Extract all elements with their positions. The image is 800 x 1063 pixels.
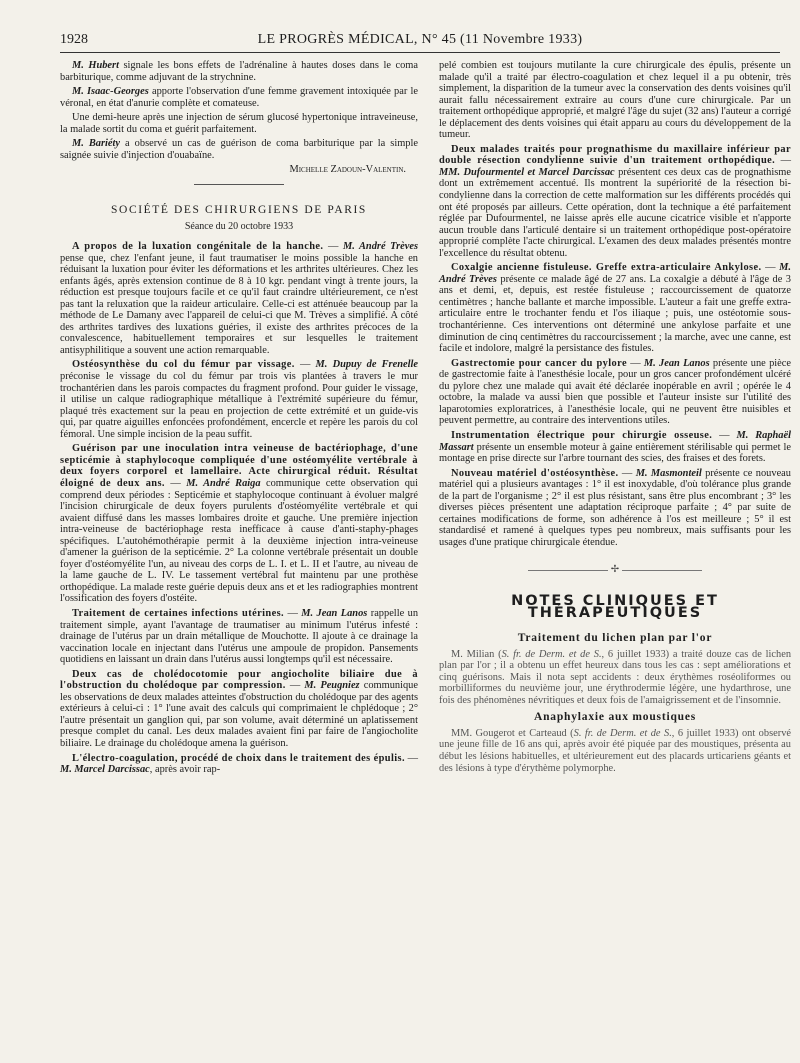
article-paragraph — [439, 144, 791, 259]
dash: — — [294, 359, 316, 371]
author-name: M. André Trèves — [439, 262, 791, 285]
note-subtitle: Anaphylaxie aux moustiques — [533, 711, 697, 724]
note-text-part: , 6 juillet 1933) a traité douze cas de lichen plan par l'or ; il a obtenu un effet heureux dans tous les cas : sept améliorations et cinq guérisons. Mais il nota sept accidents : deux érythèmes roséoliformes ou morbilliformes du neuvième jour, une érythrodermie légère, une hydarthrose, une fois des phénomènes névritiques et deux fois de l'amaigrissement et de l'insomnie. — [439, 648, 792, 706]
article-continuation: pelé combien est toujours mutilante la cure chirurgicale des épulis, présente un malade qu'il a traité par électro-coagulation et chez lequel il a pu obtenir, très simplement, la disparition de la tumeur avec la conservation des dents voisines qu'il aurait fallu nécessairement extraire au cours d'une cure chirurgicale. Par un traitement orthopédique approprié, et malgré l'âge du sujet (32 ans) l'auteur a corrigé le déplacement des dents voisines qui était apparu au cours du développement de la tumeur. — [439, 60, 791, 141]
article-title: Nouveau matériel d'ostéosynthèse. — [451, 467, 619, 479]
article-paragraph — [439, 262, 791, 354]
paragraph-text: apporte l'observation d'une femme gravement intoxiquée par le véronal, en état d'anurie complète et comateuse. — [60, 86, 418, 109]
page-header — [60, 30, 780, 53]
right-column — [439, 60, 791, 777]
author-name: M. Jean Lanos — [643, 357, 710, 369]
author-name: M. Raphaël Massart — [439, 429, 791, 453]
article-title: Gastrectomie pour cancer du pylore — [451, 357, 627, 369]
article-text: rappelle un traitement simple, ayant l'avantage de traumatiser au minimum l'utérus infesté : drainage de l'utérus par un drain métallique de Mouchotte. Il ajoute à ce drainage la vaccination locale en injectant dans l'utérus une ampoule de propidon. Pansements quotidiens en laissant un drain dans l'utérus aussi longtemps qu'il est nécessaire. — [60, 607, 419, 666]
article-title: Traitement de certaines infections utérines. — [72, 607, 285, 619]
paragraph — [60, 86, 418, 109]
article-paragraph — [60, 753, 418, 776]
dash: — — [626, 357, 644, 369]
notes-heading: NOTES CLINIQUES ET THÉRAPEUTIQUES — [511, 592, 719, 621]
dash: — — [164, 477, 187, 489]
article-text: communique les observations de deux malades atteintes d'obstruction du cholédoque par des agents extérieurs à celui-ci : 1° l'une avait des calculs qui comprimaient le chplédoque ; 2° l'autre présentait un ganglion qui, par son volume, avait déterminé un aplatissement presque complet du canal. Les deux malades avaient fini par faire de l'angiocholite biliaire. Le drainage du cholédoque amena la guérison. — [60, 680, 418, 749]
article-title: Coxalgie ancienne fistuleuse. Greffe extra-articulaire Ankylose. — [451, 262, 762, 274]
citation: S. fr. de Derm. et de S. — [501, 648, 602, 660]
article-text: présente ce nouveau matériel qui a plusieurs avantages : 1° il est inoxydable, d'où tolérance plus grande de la part de l'organisme ; 2° il est plus résistant, sans être plus encombrant ; 3° les diverses pièces présentent une adaptation réciproque parfaite ; 4° par suite de certaines modifications de forme, son adhérence à l'os est meilleure ; 5° il est standardisé et ramené à quelques types peu nombreux, mais suffisants pour les usages d'une pratique chirurgicale étendue. — [439, 467, 791, 548]
article-title: Guérison par une inoculation intra veineuse de bactériophage, d'une septicémie à staphylocoque compliquée d'une ostéomyélite vertébrale à deux foyers corporel et lamellaire. Acte chirurgical réduit. Résultat éloigné de deux ans. — [60, 443, 418, 489]
journal-title: LE PROGRÈS MÉDICAL, N° 45 (11 Novembre 1933) — [257, 32, 583, 47]
note-text-part: MM. Gougerot et Carteaud ( — [451, 727, 574, 739]
note-subtitle: Traitement du lichen plan par l'or — [517, 632, 713, 645]
dash: — — [712, 429, 737, 441]
article-text: présentent ces deux cas de prognathisme dont un extrêmement accentué. Ils montrent la supériorité de la résection bi-condylienne dans la correction de cette malformation sur les différents procédés qui ont été proposés par ailleurs. Cette opération, dont la technique a été parfaitement réglée par Dufourmentel, ne laisse après elle aucune cicatrice visible et n'apporte aucun trouble dans l'articulé dentaire si un traitement orthopédique post-opératoire approprié complète l'acte chirurgical. L'examen des deux malades présentés montre l'excellence du résultat obtenu. — [439, 166, 792, 259]
article-paragraph — [60, 241, 418, 356]
note-text — [439, 728, 791, 774]
dash: — — [775, 155, 791, 167]
article-title: Ostéosynthèse du col du fémur par vissage. — [72, 359, 295, 371]
article-paragraph — [439, 358, 791, 427]
article-title: Deux malades traités pour prognathisme du maxillaire inférieur par double résection condylienne suivie d'un traitement orthopédique. — [439, 143, 791, 167]
article-text: préconise le vissage du col du fémur par trois vis plantées à travers le mur trochantérien dans les parois compactes du fragment profond. Pour guider le vissage, il utilise un calque radiographique métallique à l'extrémité supérieure du fémur, plaqué très exactement sur la peau en projection de cette extrémité et un guide-vis qui, par quatre aiguilles enfoncées profondément, encercle et repère les parois du col fémoral. Une simple incision de la peau suffit. — [60, 371, 418, 440]
article-list — [60, 241, 418, 776]
article-text: présente ce malade âgé de 27 ans. La coxalgie a débuté à l'âge de 3 ans et demi, et, depuis, est restée fistuleuse ; raccourcissement de quatorze centimètres ; hanche ballante et marche impossible. L'auteur a fait une greffe extra-articulaire entre le trochanter fendu et l'os iliaque ; puis, une ostéotomie sous-trochantérienne. Ces interventions ont déterminé une ankylose parfaite et une diminution de cinq centimètres du raccourcissement ; la marche, avec une canne, est facile et indolore, malgré la persistance des fistules. — [439, 273, 791, 355]
paragraph-text: a observé un cas de guérison de coma barbiturique par la simple saignée suivie d'injection d'ouabaïne. — [60, 138, 418, 161]
author-name: M. André Raiga — [186, 477, 261, 489]
author-name: M. Isaac-Georges — [72, 86, 149, 98]
left-column — [60, 60, 418, 779]
note-text-part: M. Milian ( — [451, 648, 502, 660]
author-name: MM. Dufourmentel et Marcel Darcissac — [439, 166, 615, 178]
dash: — — [618, 467, 636, 479]
author-name: M. Peugniez — [304, 680, 360, 692]
author-name: M. Marcel Darcissac — [60, 764, 150, 776]
notes-list — [439, 633, 791, 774]
dash: — — [285, 680, 305, 692]
session-date: Séance du 20 octobre 1933 — [184, 221, 294, 233]
author-name: M. Bariéty — [72, 138, 121, 150]
author-name: M. Hubert — [72, 60, 119, 71]
article-paragraph — [60, 608, 418, 666]
article-paragraph — [60, 443, 418, 605]
paragraph — [60, 60, 418, 83]
author-name: M. Jean Lanos — [301, 607, 368, 619]
paragraph — [60, 138, 418, 161]
author-name: M. Dupuy de Frenelle — [315, 359, 418, 371]
article-list — [439, 144, 791, 549]
citation: S. fr. de Derm. et de S. — [573, 727, 672, 739]
paragraph-text: signale les bons effets de l'adrénaline à hautes doses dans le coma barbiturique, comme adjuvant de la strychnine. — [60, 60, 418, 83]
article-paragraph — [60, 669, 418, 750]
dash: — — [404, 752, 418, 764]
article-title: Deux cas de cholédocotomie pour angiocholite biliaire due à l'obstruction du cholédoque par compression. — [60, 668, 418, 692]
note-text-part: , 6 juillet 1933) ont observé une jeune fille de 16 ans qui, après avoir été piquée par des moustiques, présenta au début les lésions habituelles, et ultérieurement eut des placards urticariens géants et des lésions à type d'érythème polymorphe. — [439, 727, 791, 774]
article-text: communique cette observation qui comprend deux périodes : Septicémie et staphylocoque continuant à évoluer malgré l'incision chirurgicale de deux foyers purulents d'ostéomyélite vertébrale et qui avaient diffusé dans les masses lombaires droite et gauche. Une première injection intra-veineuse de bactériophage resta inefficace à cause d'anti-staphy-phages spécifiques. L'autohémothérapie permit à la deuxième injection intra-veineuse d'amener la guérison de la septicémie. 2° La colonne vertébrale présentait un double foyer d'ostéomyélite l'un, au niveau des corps de L. I. et L. II et l'autre, au niveau de la lame gauche de L. IV. Le tassement vertébral fut maintenu par une prothèse orthopédique. La malade reste guérie depuis deux ans et et les radiographies montrent l'ossification des foyers d'ostéite. — [60, 477, 418, 605]
note-text — [439, 649, 791, 707]
article-title: L'électro-coagulation, procédé de choix dans le traitement des épulis. — [72, 752, 405, 764]
article-text: pense que, chez l'enfant jeune, il faut traumatiser le moins possible la hanche en réduisant la luxation pour éviter les déformations et les arthrites ultérieures. Chez les enfants âgés, après extension continue de 8 à 10 kgr. pendant vingt à trente jours, la réduction est presque toujours facile et ce qu'il faut craindre ultérieurement, ce n'est pas tant la reluxation que la raideur articulaire. Celle-ci est atténuée beaucoup par la méthode de Le Damany avec l'appareil de celui-ci que M. Trèves a simplifié. A côté des arthrites tardives des luxations guéries, il existe des arthrites précoces de la convalescence, habituellement temporaires et sur lesquelles le traitement antisyphilitique a souvent une action remarquable. — [60, 252, 418, 356]
author-name: M. André Trèves — [342, 241, 419, 253]
society-heading: SOCIÉTÉ DES CHIRURGIENS DE PARIS — [111, 203, 367, 216]
article-paragraph — [439, 430, 791, 465]
intro-block — [60, 60, 418, 161]
signature: Michelle Zadoun-Valentin. — [289, 164, 406, 176]
article-text: présente une pièce de gastrectomie faite à l'anesthésie locale, pour un gros cancer profondément ulcéré du pylore chez une malade qui avait été déclarée inopérable en avril ; opérée le 4 octobre, la malade va aussi bien que possible et l'auteur insiste sur l'utilité des laparotomies exploratrices, à l'anesthésie locale, qui ne peuvent être nuisibles et peuvent permettre, au contraire des interventions utiles. — [439, 357, 791, 427]
page-number: 1928 — [60, 32, 88, 47]
article-paragraph — [439, 468, 791, 549]
article-title: Instrumentation électrique pour chirurgie osseuse. — [451, 429, 713, 441]
author-name: M. Masmonteil — [635, 467, 702, 479]
article-text: , après avoir rap- — [149, 764, 221, 776]
article-title: A propos de la luxation congénitale de la hanche. — [72, 241, 324, 253]
paragraph — [60, 112, 418, 135]
dash: — — [284, 607, 302, 619]
dash: — — [323, 241, 343, 253]
dash: — — [761, 262, 780, 274]
paragraph-text: Une demi-heure après une injection de sérum glucosé hypertonique intraveineuse, la malade sortit du coma et guérit parfaitement. — [60, 112, 418, 135]
divider — [194, 184, 284, 185]
ornament-divider: ✢ — [439, 564, 791, 576]
article-text: présente un ensemble moteur à gaine entièrement stérilisable qui permet le montage en prise directe sur l'arbre tournant des scies, des fraises et des forets. — [439, 441, 791, 465]
article-paragraph — [60, 359, 418, 440]
